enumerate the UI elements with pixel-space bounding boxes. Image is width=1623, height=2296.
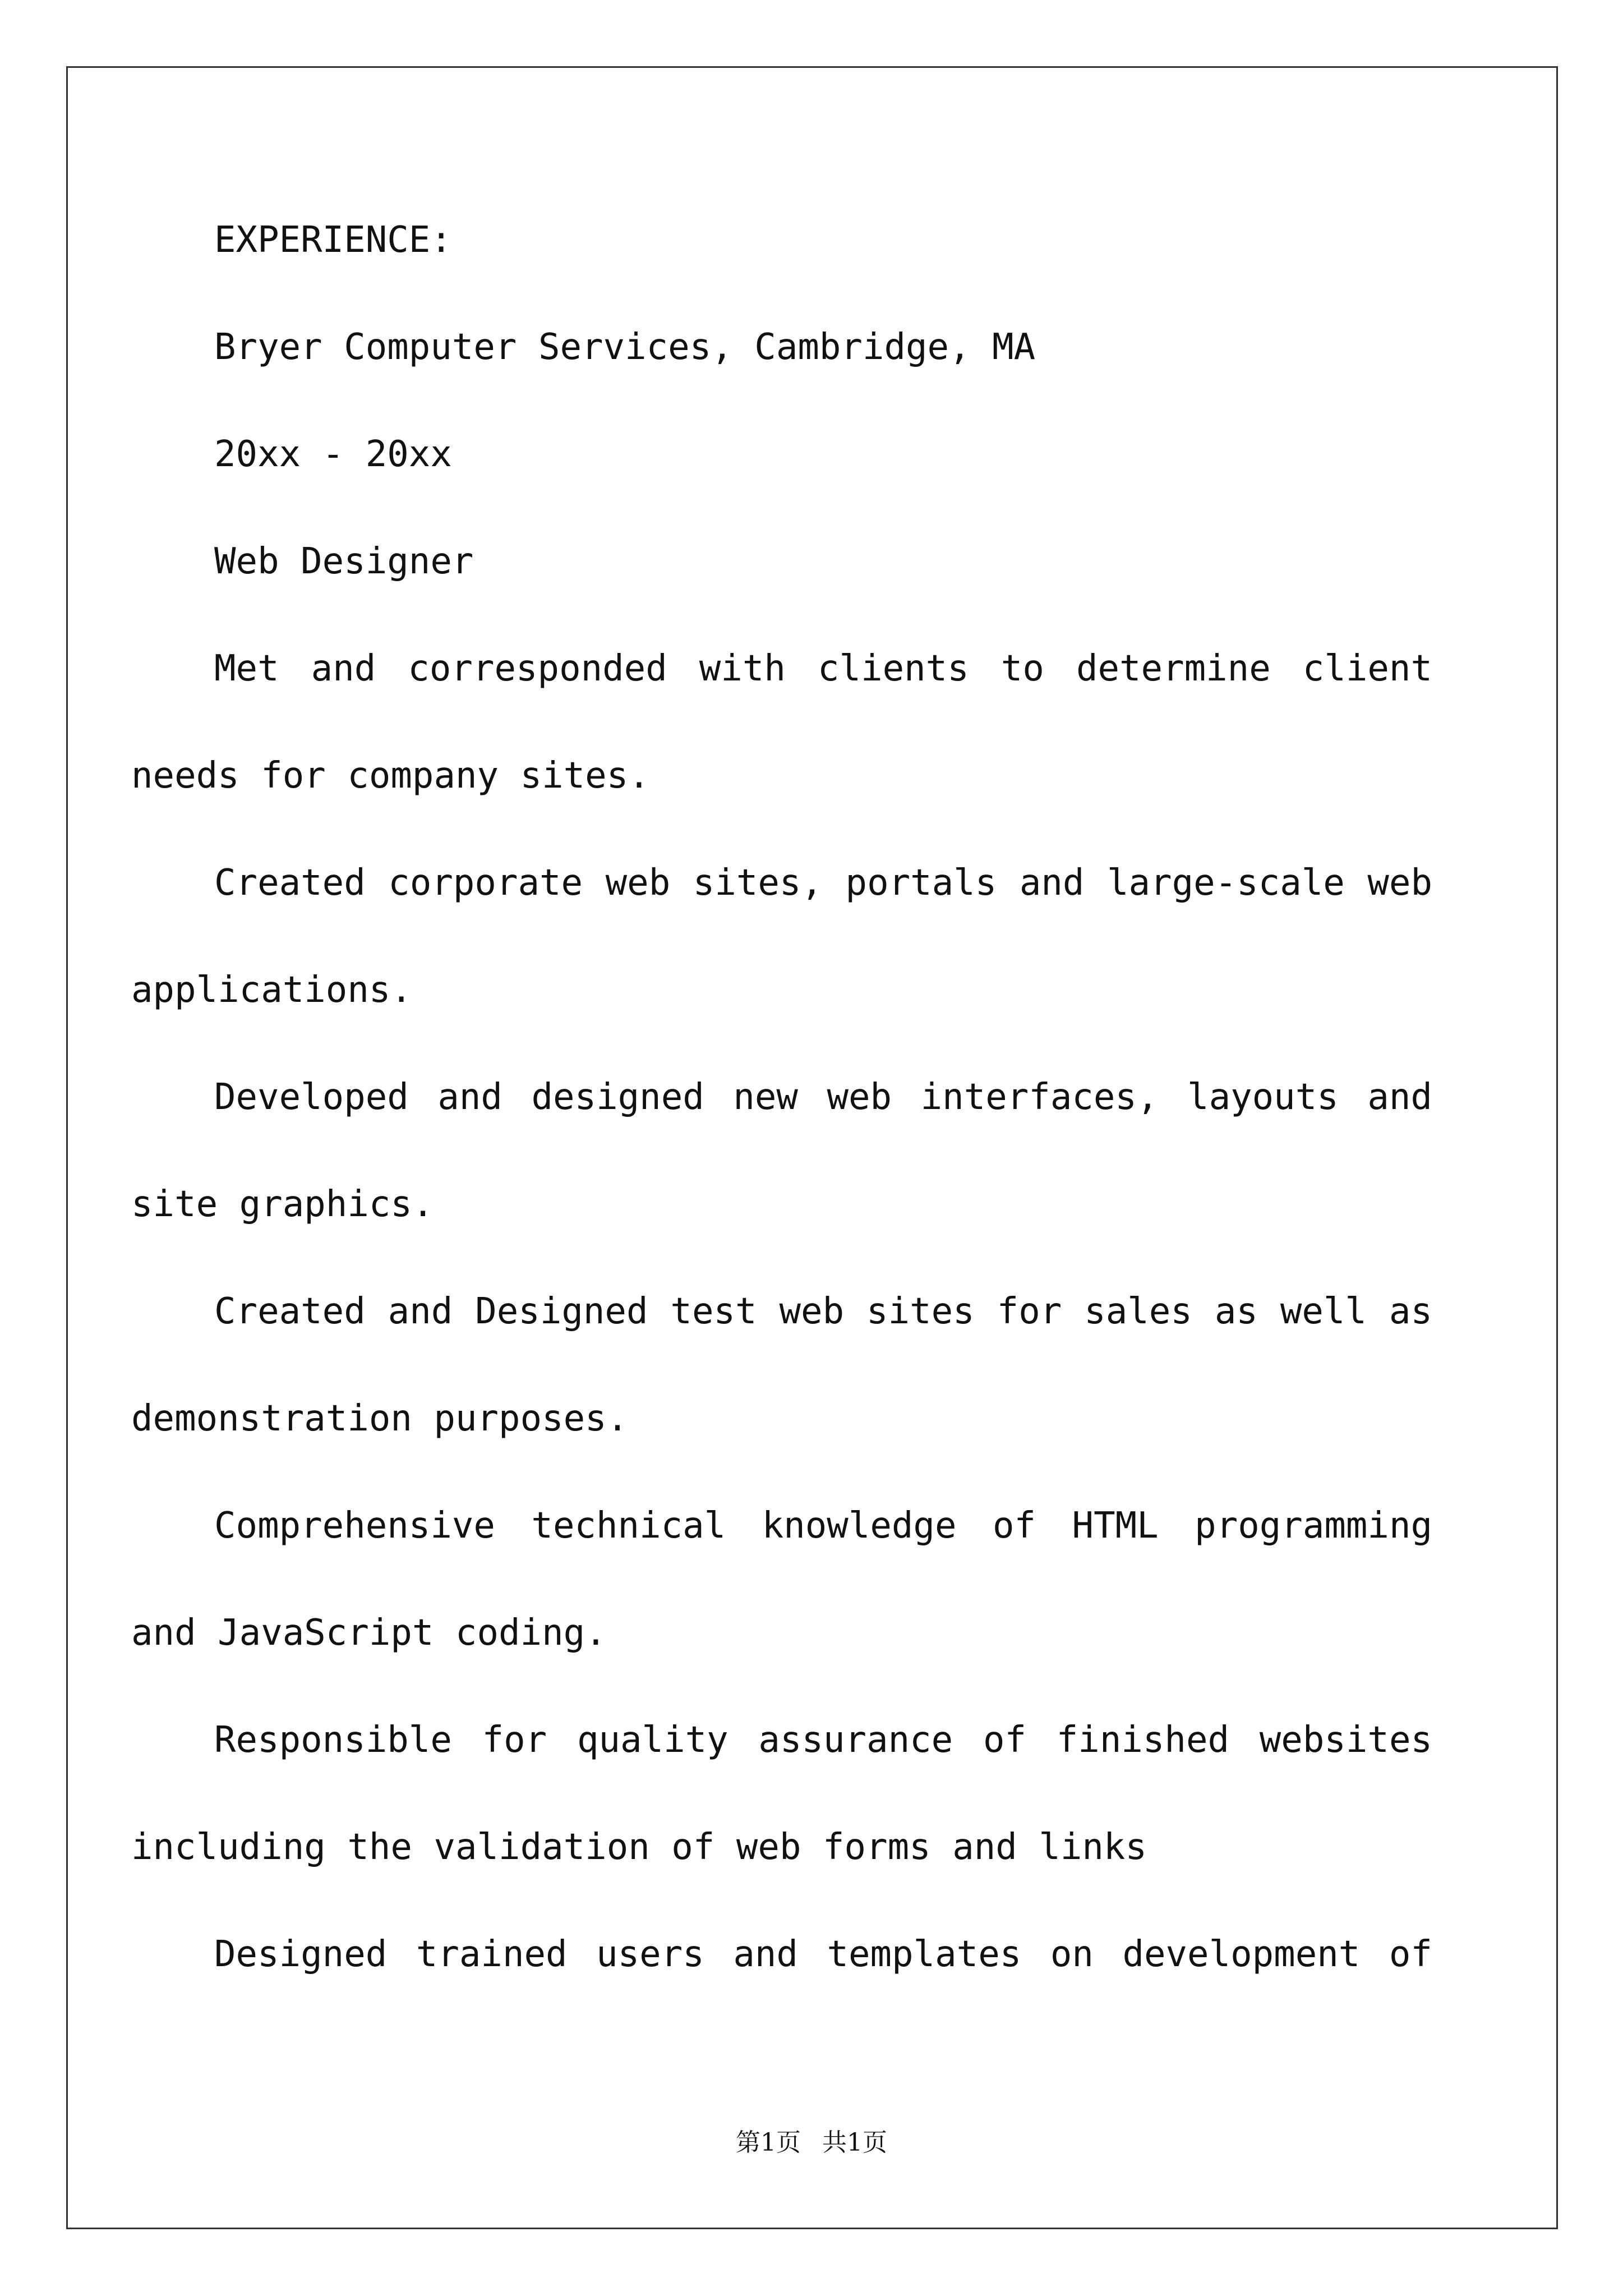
duty-word: users [596,1934,704,1975]
duty-line-first [131,1713,1432,1767]
duty-word: quality [577,1719,728,1761]
duty-word: Developed [214,1076,409,1118]
duty-word: well [1280,1291,1367,1332]
duty-word: web [1367,862,1432,904]
document-body [131,213,1432,2088]
duty-word: for [482,1719,547,1761]
duty-word: Responsible [214,1719,452,1761]
job-title: Web Designer [214,541,474,582]
duty-word: portals [845,862,997,904]
duty-line-first [131,856,1432,910]
duty-word: of [1389,1934,1432,1975]
duty-word: designed [531,1076,704,1118]
duty-word: to [1000,648,1044,689]
duty-word: and [388,1291,453,1332]
duty-word: web [605,862,671,904]
duty-word: HTML [1072,1505,1159,1547]
duty-word: templates [827,1934,1022,1975]
duty-word: development [1122,1934,1361,1975]
duty-word: on [1050,1934,1094,1975]
duty-word: test [670,1291,757,1332]
duty-word: with [699,648,786,689]
duty-word: technical [531,1505,726,1547]
duty-word: knowledge [762,1505,957,1547]
duty-line-continuation: applications. [131,969,412,1011]
duty-line-first [131,1070,1432,1124]
duty-word: Comprehensive [214,1505,495,1547]
duty-line-first [131,1927,1432,1981]
duty-word: new [733,1076,798,1118]
page-total: 共1页 [822,2128,887,2157]
duty-word: sites, [693,862,823,904]
duty-word: and [1367,1076,1432,1118]
section-heading: EXPERIENCE: [214,219,452,261]
duty-word: determine [1076,648,1271,689]
duty-word: client [1302,648,1432,689]
duty-line-first [131,1499,1432,1553]
duties-list [131,642,1432,2088]
duty-word: web [779,1291,845,1332]
duty-word: Met [214,648,279,689]
page-number: 第1页 [736,2128,801,2157]
duty-word: sites [866,1291,975,1332]
duty-word: assurance [758,1719,953,1761]
duty-word: and [1019,862,1085,904]
duty-line-continuation: and JavaScript coding. [131,1612,607,1654]
duty-word: Designed [214,1934,388,1975]
company-line: Bryer Computer Services, Cambridge, MA [214,326,1036,368]
duty-word: and [733,1934,798,1975]
duty-word: sales [1084,1291,1192,1332]
duty-word: corresponded [408,648,667,689]
duty-line-first [131,1285,1432,1338]
duty-word: Designed [475,1291,648,1332]
duty-line-continuation: including the validation of web forms and links [131,1826,1147,1868]
duty-word: of [992,1505,1036,1547]
duty-word: large-scale [1106,862,1345,904]
duty-word: of [983,1719,1026,1761]
duty-word: and [437,1076,502,1118]
duty-word: for [997,1291,1062,1332]
duty-word: Created [214,1291,366,1332]
duty-word: finished [1056,1719,1229,1761]
duty-word: corporate [388,862,583,904]
duty-word: websites [1259,1719,1432,1761]
duty-word: layouts [1187,1076,1339,1118]
duty-word: Created [214,862,366,904]
duty-word: clients [818,648,969,689]
duty-word: trained [416,1934,568,1975]
duty-line-first [131,642,1432,696]
duty-line-continuation: site graphics. [131,1184,434,1225]
duty-word: as [1214,1291,1258,1332]
duty-word: interfaces, [920,1076,1159,1118]
duty-word: as [1389,1291,1432,1332]
duty-line-continuation: demonstration purposes. [131,1398,629,1439]
duty-word: web [827,1076,892,1118]
duty-word: and [311,648,376,689]
duty-word: programming [1195,1505,1432,1547]
duty-line-continuation: needs for company sites. [131,755,650,797]
date-range: 20xx - 20xx [214,434,452,475]
page-footer [0,2126,1623,2160]
